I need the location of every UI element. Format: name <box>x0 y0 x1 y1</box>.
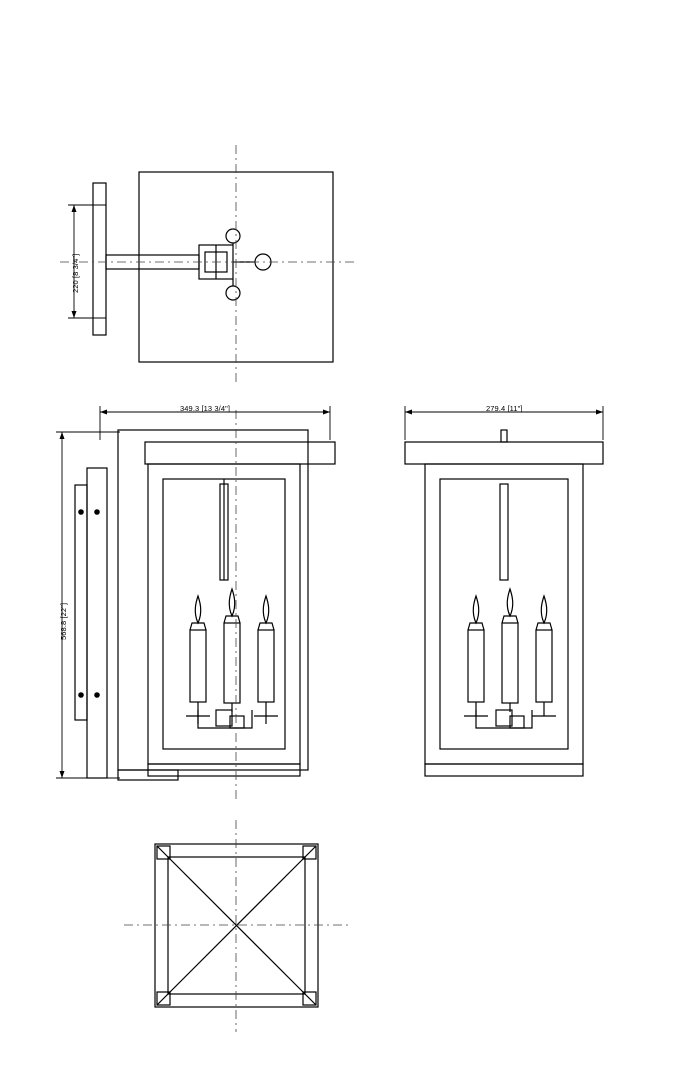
bottom-plan-view <box>0 820 400 1050</box>
dim-height-label: 568.8 [22"] <box>59 602 68 640</box>
top-plan-view-with-arm <box>0 0 685 400</box>
dim-front-width-label: 279.4 [11"] <box>486 404 523 413</box>
front-elevation-view <box>380 380 685 830</box>
dim-depth-label: 220 [8 3/4"] <box>71 253 80 293</box>
dim-side-width-label: 349.3 [13 3/4"] <box>180 404 231 413</box>
